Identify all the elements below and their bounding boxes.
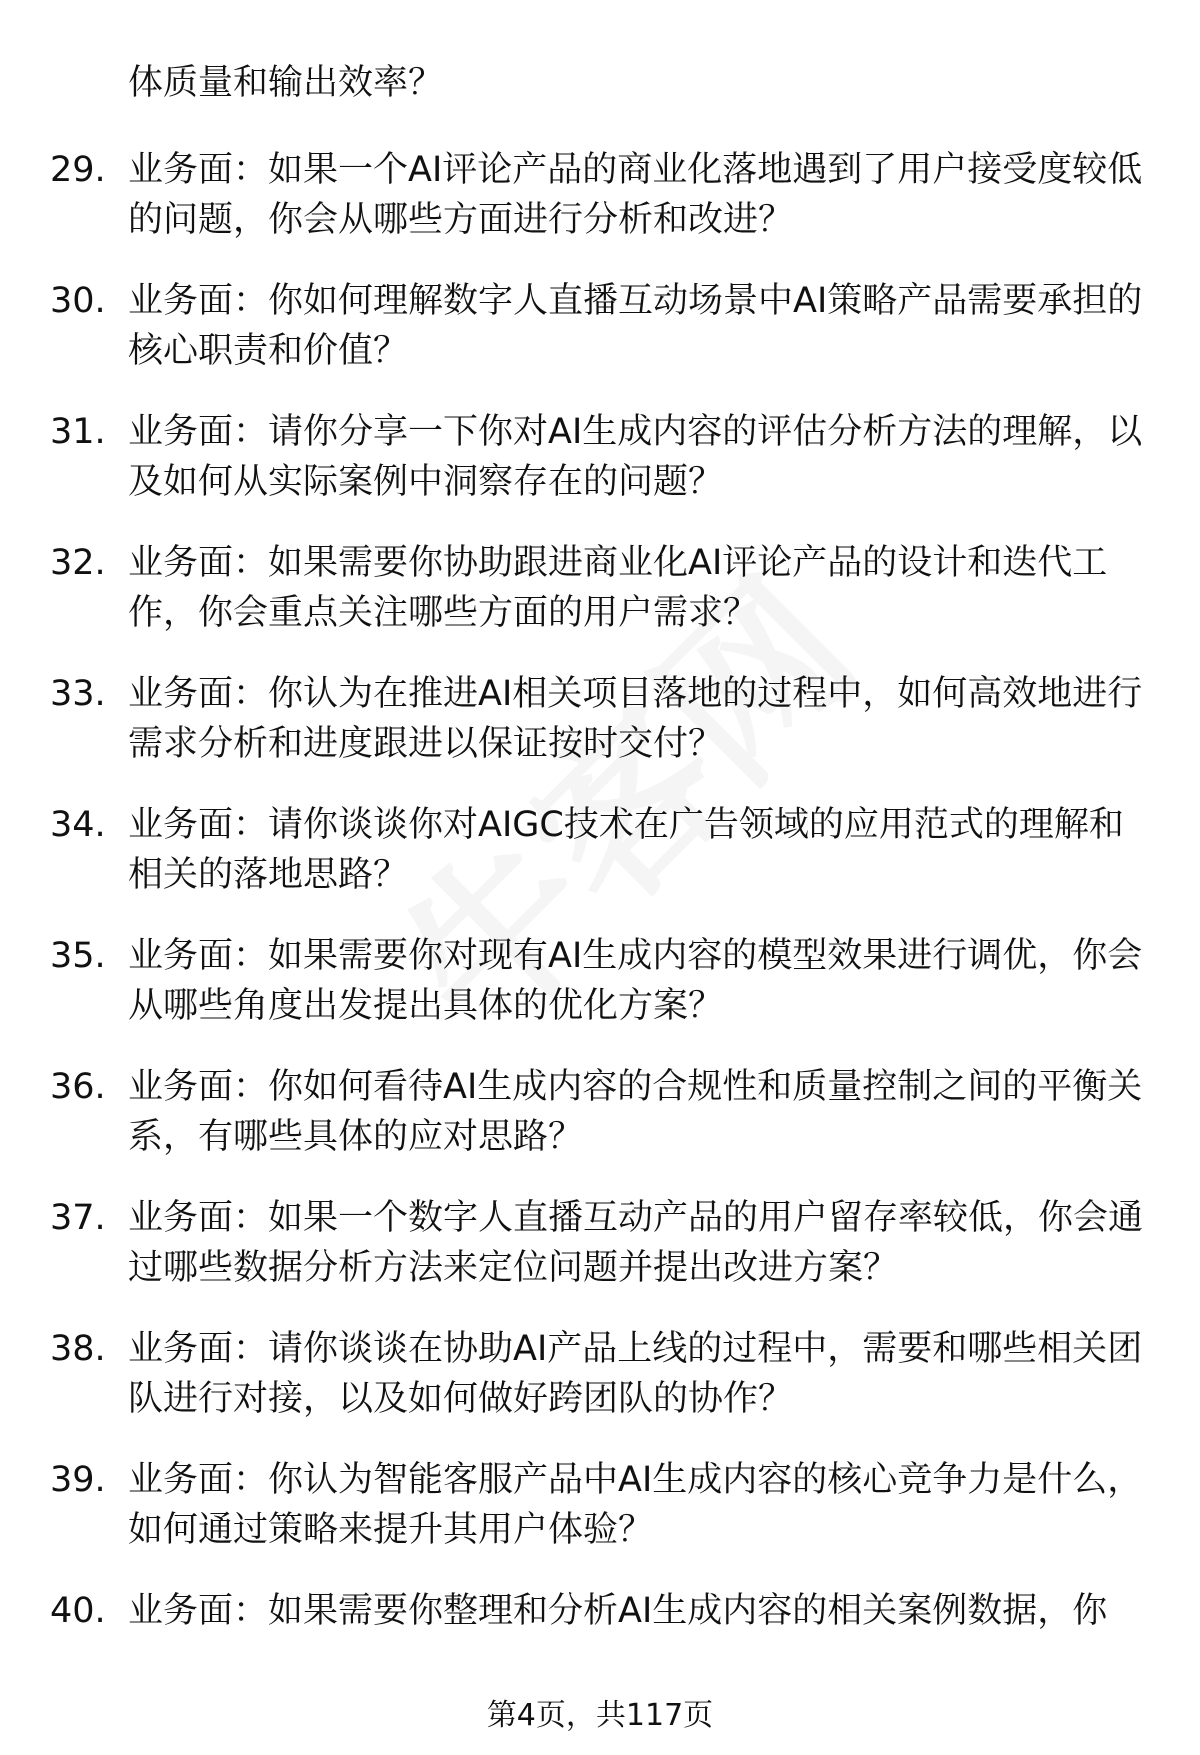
question-text: 业务面：如果一个数字人直播互动产品的用户留存率较低，你会通过哪些数据分析方法来定位问题并提出改进方案？ xyxy=(128,1198,1144,1288)
question-text: 业务面：你认为在推进AI相关项目落地的过程中，如何高效地进行需求分析和进度跟进以保证按时交付？ xyxy=(128,674,1143,764)
question-number: 36. xyxy=(50,1067,106,1107)
question-number: 35. xyxy=(50,936,106,976)
question-number: 37. xyxy=(50,1198,106,1238)
question-number: 40. xyxy=(50,1591,106,1631)
question-item xyxy=(0,407,1200,538)
continuation-text: 体质量和输出效率？ xyxy=(128,63,444,103)
question-item xyxy=(0,276,1200,407)
question-item xyxy=(0,669,1200,800)
question-text: 业务面：如果需要你协助跟进商业化AI评论产品的设计和迭代工作，你会重点关注哪些方面的用户需求？ xyxy=(128,543,1108,633)
question-text: 业务面：你如何理解数字人直播互动场景中AI策略产品需要承担的核心职责和价值？ xyxy=(128,281,1143,371)
question-number: 32. xyxy=(50,543,106,583)
question-number: 38. xyxy=(50,1329,106,1369)
question-text: 业务面：你认为智能客服产品中AI生成内容的核心竞争力是什么，如何通过策略来提升其用户体验？ xyxy=(128,1460,1143,1550)
question-item xyxy=(0,1455,1200,1586)
question-text: 业务面：你如何看待AI生成内容的合规性和质量控制之间的平衡关系，有哪些具体的应对思路？ xyxy=(128,1067,1143,1157)
question-text: 业务面：如果一个AI评论产品的商业化落地遇到了用户接受度较低的问题，你会从哪些方面进行分析和改进？ xyxy=(128,150,1143,240)
question-number: 39. xyxy=(50,1460,106,1500)
question-number: 34. xyxy=(50,805,106,845)
question-number: 31. xyxy=(50,412,106,452)
question-number: 30. xyxy=(50,281,106,321)
question-text: 业务面：请你谈谈你对AIGC技术在广告领域的应用范式的理解和相关的落地思路？ xyxy=(128,805,1124,895)
page-footer: 第4页，共117页 xyxy=(486,1698,714,1733)
question-text: 业务面：请你分享一下你对AI生成内容的评估分析方法的理解，以及如何从实际案例中洞察存在的问题？ xyxy=(128,412,1143,502)
question-list xyxy=(0,145,1200,1717)
question-item xyxy=(0,1193,1200,1324)
question-number: 33. xyxy=(50,674,106,714)
question-text: 业务面：如果需要你整理和分析AI生成内容的相关案例数据，你 xyxy=(128,1591,1108,1631)
question-text: 业务面：请你谈谈在协助AI产品上线的过程中，需要和哪些相关团队进行对接，以及如何做好跨团队的协作？ xyxy=(128,1329,1143,1419)
question-number: 29. xyxy=(50,150,106,190)
question-item xyxy=(0,145,1200,276)
question-item xyxy=(0,538,1200,669)
question-item xyxy=(0,931,1200,1062)
question-text: 业务面：如果需要你对现有AI生成内容的模型效果进行调优，你会从哪些角度出发提出具体的优化方案？ xyxy=(128,936,1143,1026)
question-item xyxy=(0,1324,1200,1455)
question-item xyxy=(0,800,1200,931)
question-item xyxy=(0,1062,1200,1193)
